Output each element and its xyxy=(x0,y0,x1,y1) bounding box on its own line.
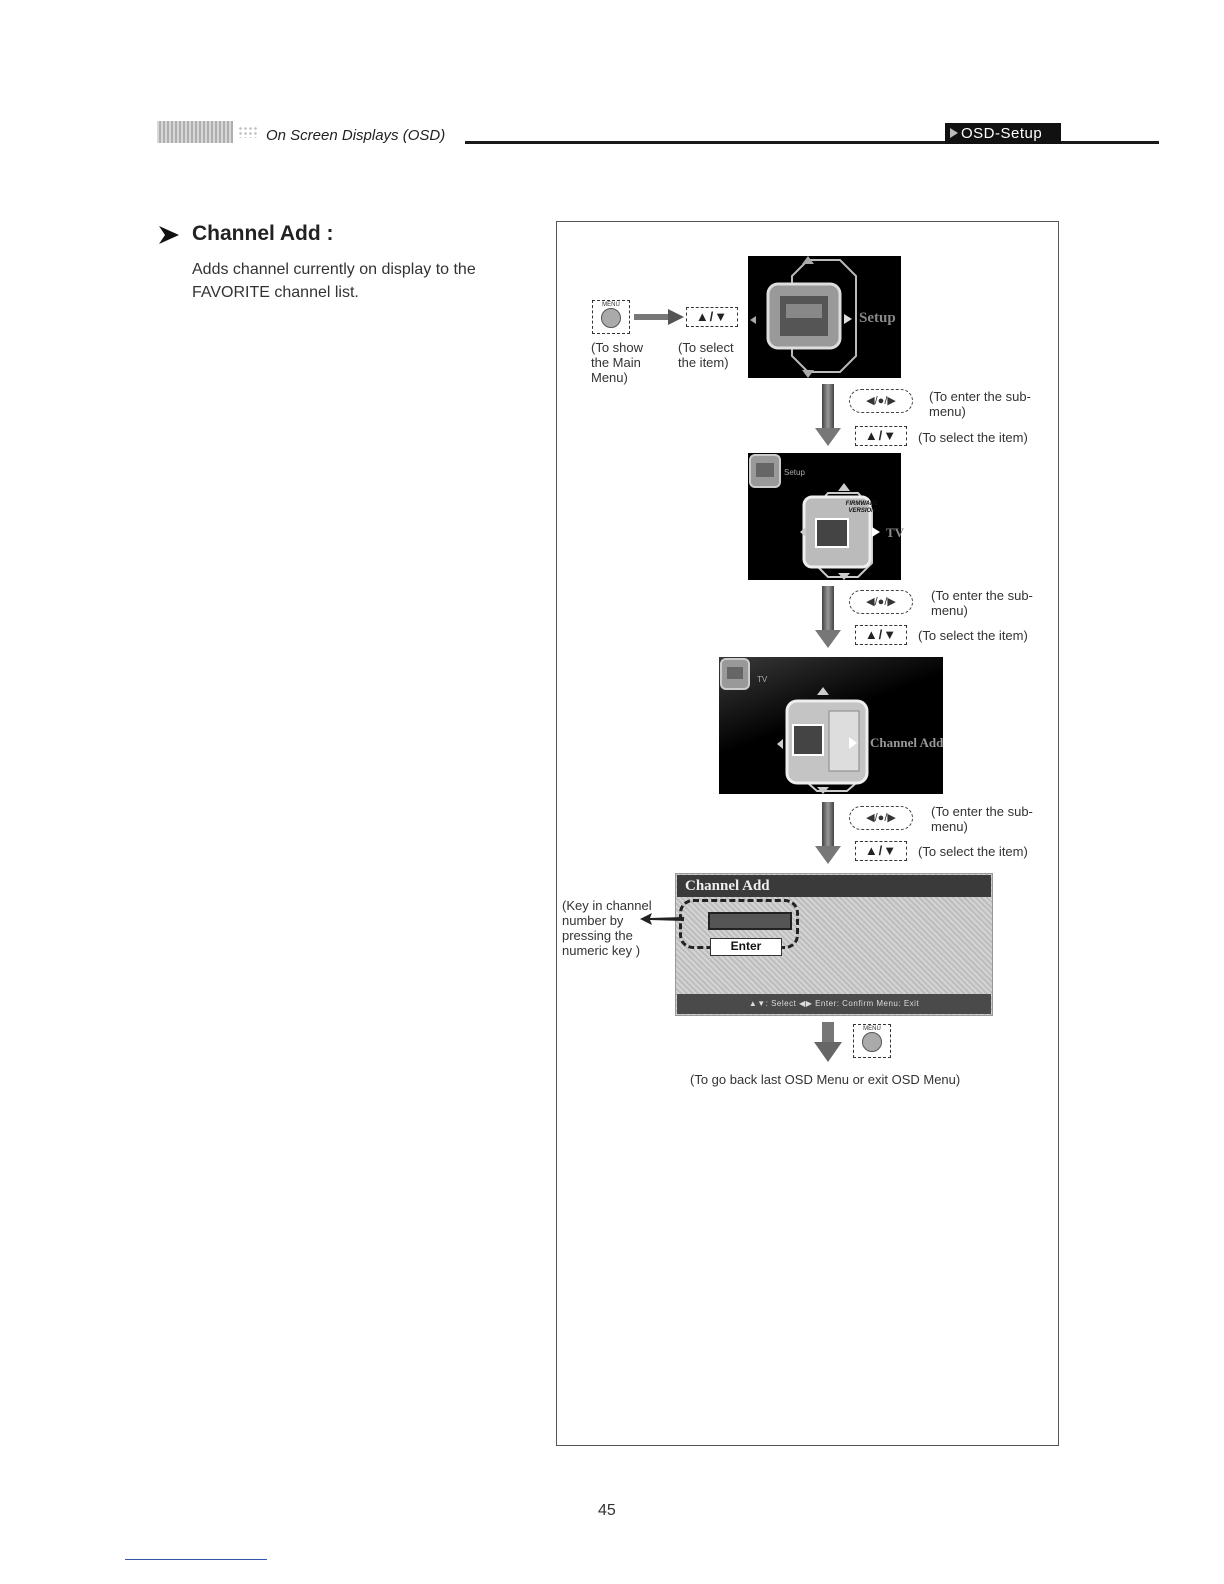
panel-title: Channel Add xyxy=(677,875,991,897)
left-enter-right-button: ◀/●/▶ xyxy=(849,590,913,614)
enter-button: Enter xyxy=(710,938,782,956)
menu-button xyxy=(592,300,630,334)
page-number: 45 xyxy=(598,1502,616,1519)
play-arrow-icon xyxy=(950,128,958,138)
up-down-button: ▲/▼ xyxy=(686,307,738,327)
osd-screen-main-menu xyxy=(748,256,901,378)
round-button-icon xyxy=(601,308,621,328)
down-arrow-icon xyxy=(815,630,841,648)
panel-footer-hint: ▲▼: Select ◀▶ Enter: Confirm Menu: Exit xyxy=(677,994,991,1014)
corner-label-tv: TV xyxy=(757,675,768,684)
channel-number-input xyxy=(708,912,792,930)
caption-select-item: (To select the item) xyxy=(678,340,734,370)
menu-button xyxy=(853,1024,891,1058)
caption-select-item: (To select the item) xyxy=(918,430,1028,445)
screen-label-setup: Setup xyxy=(859,310,896,326)
channel-add-cube-icon xyxy=(719,657,943,794)
header-decoration xyxy=(157,121,233,143)
up-down-button: ▲/▼ xyxy=(855,625,907,645)
up-down-button: ▲/▼ xyxy=(855,426,907,446)
osd-screen-setup-menu xyxy=(748,453,905,580)
osd-screen-tv-menu xyxy=(719,657,943,794)
left-enter-right-button: ◀/●/▶ xyxy=(849,389,913,413)
header-title: On Screen Displays (OSD) xyxy=(266,127,446,144)
caption-select-item: (To select the item) xyxy=(918,844,1028,859)
down-arrow-icon xyxy=(815,428,841,446)
caption-enter-submenu: (To enter the sub-menu) xyxy=(931,588,1033,618)
header-tag-label: OSD-Setup xyxy=(961,125,1043,142)
footer-rule xyxy=(125,1559,267,1560)
right-arrow-icon xyxy=(634,309,684,325)
screen-label-channel-add: Channel Add xyxy=(870,735,944,750)
section-title: Channel Add : xyxy=(192,222,334,245)
down-arrow-shaft xyxy=(822,802,834,846)
down-arrow-shaft xyxy=(822,586,834,630)
corner-label-setup: Setup xyxy=(784,468,805,477)
caption-go-back: (To go back last OSD Menu or exit OSD Menu) xyxy=(690,1072,961,1087)
screen-label-tv: TV xyxy=(886,525,905,540)
section-description: Adds channel currently on display to the FAVORITE channel list. xyxy=(192,261,476,301)
pointer-arrow-icon xyxy=(640,911,684,927)
menu-button-label: MENU xyxy=(863,1026,881,1032)
up-down-button: ▲/▼ xyxy=(855,841,907,861)
round-button-icon xyxy=(862,1032,882,1052)
menu-button-label: MENU xyxy=(602,302,620,308)
header-section-tag xyxy=(945,123,1061,144)
caption-show-main-menu: (To show the Main Menu) xyxy=(591,340,644,385)
down-arrow-icon xyxy=(815,846,841,864)
cube-text-firmware: FIRMWARE VERSION xyxy=(845,501,879,514)
caption-enter-submenu: (To enter the sub-menu) xyxy=(931,804,1033,834)
tv-cube-icon xyxy=(748,453,901,580)
down-arrow-icon xyxy=(814,1022,842,1062)
caption-select-item: (To select the item) xyxy=(918,628,1028,643)
header-dots xyxy=(238,126,258,138)
caption-key-in-channel: (Key in channel number by pressing the numeric key ) xyxy=(562,898,652,958)
arrowhead-bullet-icon xyxy=(157,223,181,247)
caption-enter-submenu: (To enter the sub-menu) xyxy=(929,389,1031,419)
down-arrow-shaft xyxy=(822,384,834,428)
left-enter-right-button: ◀/●/▶ xyxy=(849,806,913,830)
